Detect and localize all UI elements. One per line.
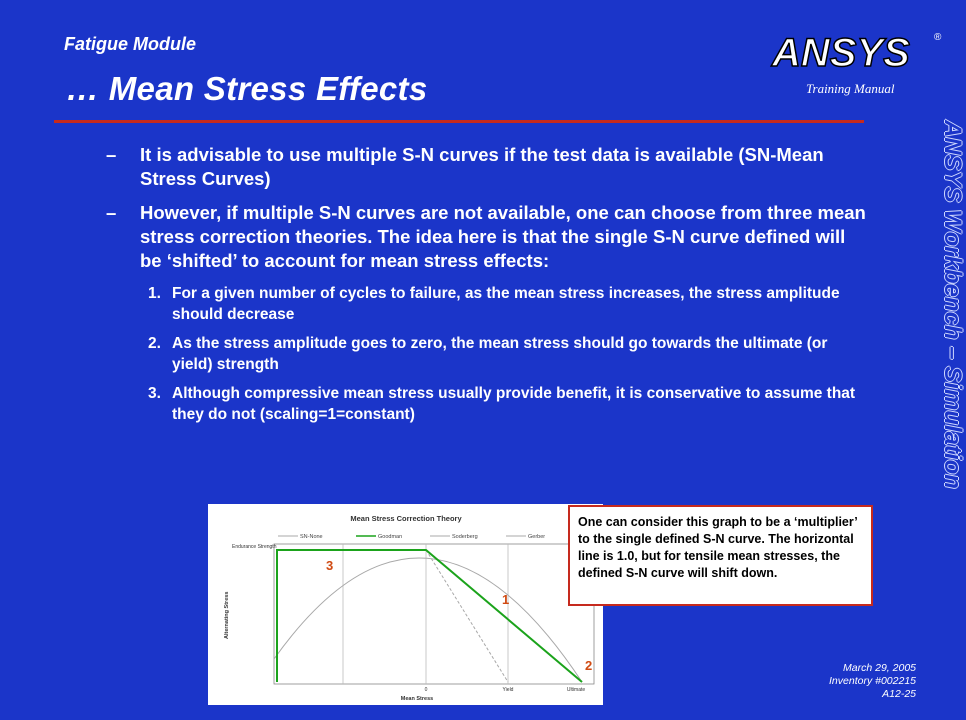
logo-text: ANSYS	[772, 31, 910, 75]
item-text: As the stress amplitude goes to zero, the mean stress should go towards the ultimate (or yield) strength	[172, 335, 828, 373]
bullet-dash: –	[106, 202, 117, 223]
footer-date: March 29, 2005	[843, 662, 916, 674]
training-manual-label: Training Manual	[806, 81, 895, 96]
marker-2: 2	[585, 658, 593, 673]
legend-sn-none: SN-None	[300, 534, 323, 540]
item-number: 1.	[148, 285, 161, 302]
bullet-item	[106, 201, 866, 273]
bullet-text: However, if multiple S-N curves are not available, one can choose from three mean stress correction theories. The idea here is that the single S-N curve defined will be ‘shifted’ to account for mean stress effects:	[140, 202, 866, 271]
callout-box: One can consider this graph to be a ‘multiplier’ to the single defined S-N curve. The horizontal line is 1.0, but for tensile mean stresses, the defined S-N curve will shift down.	[568, 505, 873, 606]
title-rule	[54, 120, 864, 123]
item-text: Although compressive mean stress usually provide benefit, it is conservative to assume that they do not (scaling=1=constant)	[172, 385, 856, 423]
bullet-text: It is advisable to use multiple S-N curves if the test data is available (SN-Mean Stress Curves)	[140, 144, 824, 189]
numbered-item	[148, 383, 866, 425]
registered-mark: ®	[934, 32, 942, 43]
x-axis-label: Mean Stress	[400, 696, 434, 702]
bullet-item	[106, 143, 866, 191]
chart-title: Mean Stress Correction Theory	[350, 514, 462, 523]
side-banner: ANSYS Workbench – Simulation	[939, 120, 966, 489]
y-axis-label: Alternating Stress	[224, 591, 230, 639]
bullet-dash: –	[106, 144, 117, 165]
marker-1: 1	[502, 592, 510, 607]
slide-title: … Mean Stress Effects	[66, 70, 428, 107]
tick-yield: Yield	[502, 687, 514, 693]
chart-legend	[278, 534, 545, 540]
legend-goodman: Goodman	[378, 534, 403, 540]
slide-body	[106, 143, 866, 433]
mean-stress-chart	[208, 504, 603, 705]
item-text: For a given number of cycles to failure, as the mean stress increases, the stress amplitude should decrease	[172, 285, 840, 323]
legend-soderberg: Soderberg	[452, 534, 478, 540]
tick-ultimate: Ultimate	[566, 687, 586, 693]
module-label: Fatigue Module	[64, 34, 196, 54]
endurance-label: Endurance Strength	[232, 544, 277, 550]
plot-frame	[274, 544, 594, 684]
numbered-item	[148, 283, 866, 325]
ansys-logo	[768, 26, 948, 76]
footer	[829, 662, 916, 701]
footer-page: A12-25	[882, 688, 916, 700]
numbered-item	[148, 333, 866, 375]
tick-zero: 0	[424, 687, 428, 693]
footer-inventory: Inventory #002215	[829, 675, 916, 687]
item-number: 3.	[148, 385, 161, 402]
marker-3: 3	[326, 558, 334, 573]
legend-gerber: Gerber	[528, 534, 546, 540]
item-number: 2.	[148, 335, 161, 352]
